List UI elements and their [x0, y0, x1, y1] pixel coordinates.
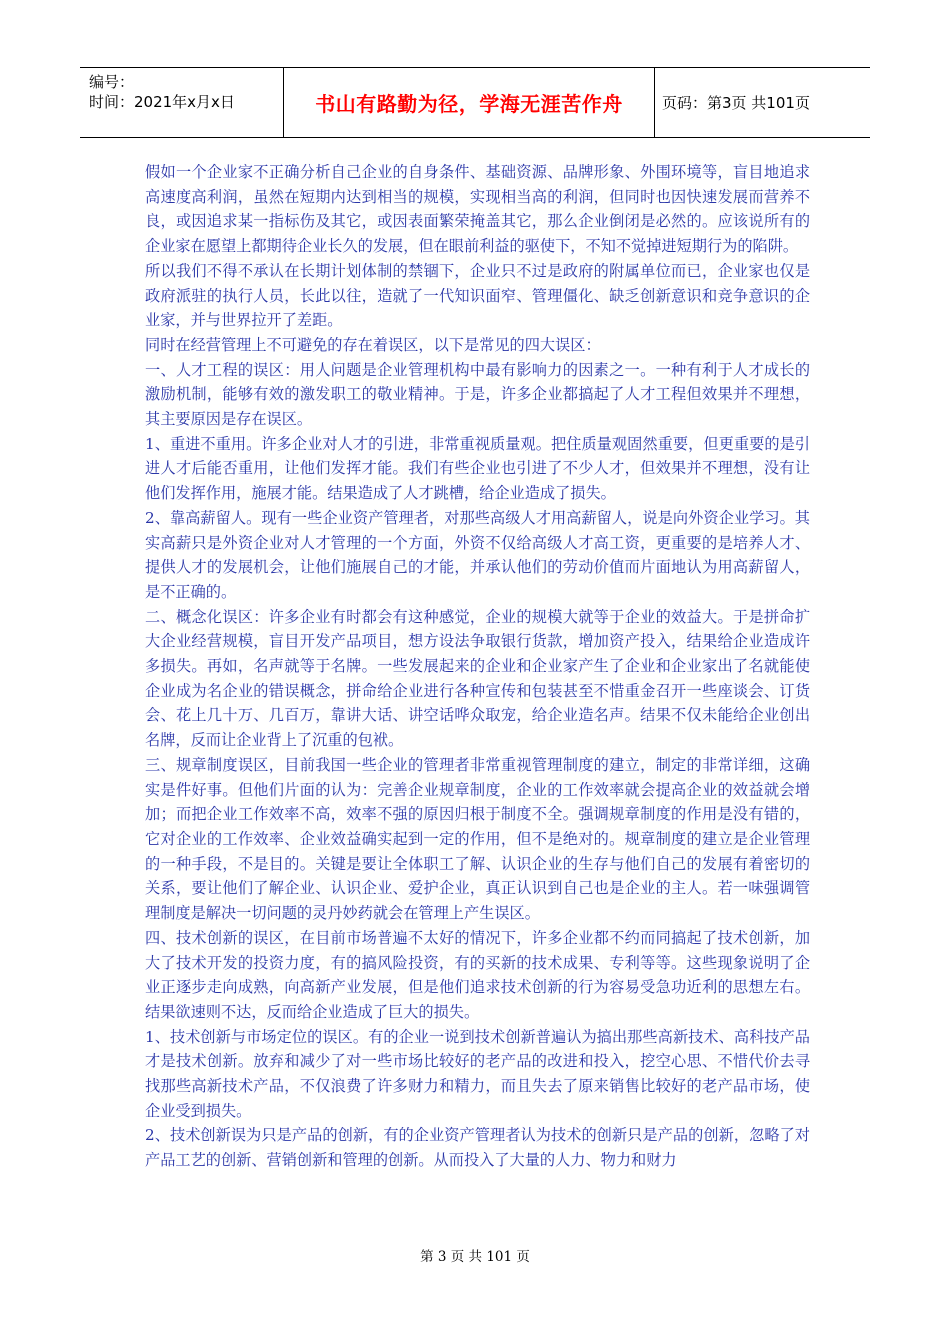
paragraph: 四、技术创新的误区，在目前市场普遍不太好的情况下，许多企业都不约而同搞起了技术创新，加大了技术开发的投资力度，有的搞风险投资，有的买新的技术成果、专利等等。这些现象说明了企业正逐步走向成熟，向高新产业发展，但是他们追求技术创新的行为容易受急功近利的思想左右。结果欲速则不达，反而给企业造成了巨大的损失。: [145, 928, 810, 1021]
paragraph: 一、人才工程的误区：用人问题是企业管理机构中最有影响力的因素之一。一种有利于人才成长的激励机制，能够有效的激发职工的敬业精神。于是，许多企业都搞起了人才工程但效果并不理想，其主要原因是存在误区。: [145, 360, 810, 429]
document-body: [145, 160, 810, 1173]
document-number-label: 编号：: [89, 73, 135, 91]
paragraph: 假如一个企业家不正确分析自己企业的自身条件、基础资源、品牌形象、外围环境等，盲目地追求高速度高利润，虽然在短期内达到相当的规模，实现相当高的利润，但同时也因快速发展而营养不良，或因追求某一指标伤及其它，或因表面繁荣掩盖其它，那么企业倒闭是必然的。应该说所有的企业家在愿望上都期待企业长久的发展，但在眼前利益的驱使下，不知不觉掉进短期行为的陷阱。: [145, 163, 810, 256]
paragraph: 1、重进不重用。许多企业对人才的引进，非常重视质量观。把住质量观固然重要，但更重要的是引进人才后能否重用，让他们发挥才能。我们有些企业也引进了不少人才，但效果并不理想，没有让他们发挥作用，施展才能。结果造成了人才跳槽，给企业造成了损失。: [145, 434, 810, 503]
paragraph: 所以我们不得不承认在长期计划体制的禁锢下，企业只不过是政府的附属单位而已，企业家也仅是政府派驻的执行人员，长此以往，造就了一代知识面窄、管理僵化、缺乏创新意识和竞争意识的企业家，并与世界拉开了差距。: [145, 261, 810, 330]
header-info-cell: [80, 68, 283, 137]
paragraph: 2、技术创新误为只是产品的创新，有的企业资产管理者认为技术的创新只是产品的创新，忽略了对产品工艺的创新、营销创新和管理的创新。从而投入了大量的人力、物力和财力: [145, 1126, 810, 1170]
header-motto: 书山有路勤为径，学海无涯苦作舟: [315, 92, 623, 116]
paragraph: 二、概念化误区：许多企业有时都会有这种感觉，企业的规模大就等于企业的效益大。于是拼命扩大企业经营规模，盲目开发产品项目，想方设法争取银行货款，增加资产投入，结果给企业造成许多损失。再如，名声就等于名牌。一些发展起来的企业和企业家产生了企业和企业家出了名就能使企业成为名企业的错误概念，拼命给企业进行各种宣传和包装甚至不惜重金召开一些座谈会、订货会、花上几十万、几百万，靠讲大话、讲空话哗众取宠，给企业造名声。结果不仅未能给企业创出名牌，反而让企业背上了沉重的包袱。: [145, 607, 810, 750]
header-page-cell: [655, 68, 870, 137]
page-footer: 第 3 页 共 101 页: [420, 1249, 530, 1265]
page-header: [80, 67, 870, 138]
document-time-label: 时间：2021年x月x日: [89, 93, 235, 111]
header-page-number: 页码：第3页 共101页: [662, 94, 810, 112]
paragraph: 同时在经营管理上不可避免的存在着误区，以下是常见的四大误区：: [145, 335, 601, 354]
paragraph: 三、规章制度误区，目前我国一些企业的管理者非常重视管理制度的建立，制定的非常详细，这确实是件好事。但他们片面的认为：完善企业规章制度，企业的工作效率就会提高企业的效益就会增加；而把企业工作效率不高，效率不强的原因归根于制度不全。强调规章制度的作用是没有错的，它对企业的工作效率、企业效益确实起到一定的作用，但不是绝对的。规章制度的建立是企业管理的一种手段，不是目的。关键是要让全体职工了解、认识企业的生存与他们自己的发展有着密切的关系，要让他们了解企业、认识企业、爱护企业，真正认识到自己也是企业的主人。若一味强调管理制度是解决一切问题的灵丹妙药就会在管理上产生误区。: [145, 755, 810, 923]
header-motto-cell: [283, 68, 655, 137]
paragraph: 2、靠高薪留人。现有一些企业资产管理者，对那些高级人才用高薪留人，说是向外资企业学习。其实高薪只是外资企业对人才管理的一个方面，外资不仅给高级人才高工资，更重要的是培养人才、提供人才的发展机会，让他们施展自己的才能，并承认他们的劳动价值而片面地认为用高薪留人，是不正确的。: [145, 508, 810, 601]
paragraph: 1、技术创新与市场定位的误区。有的企业一说到技术创新普遍认为搞出那些高新技术、高科技产品才是技术创新。放弃和减少了对一些市场比较好的老产品的改进和投入，挖空心思、不惜代价去寻找那些高新技术产品，不仅浪费了许多财力和精力，而且失去了原来销售比较好的老产品市场，使企业受到损失。: [145, 1027, 810, 1120]
